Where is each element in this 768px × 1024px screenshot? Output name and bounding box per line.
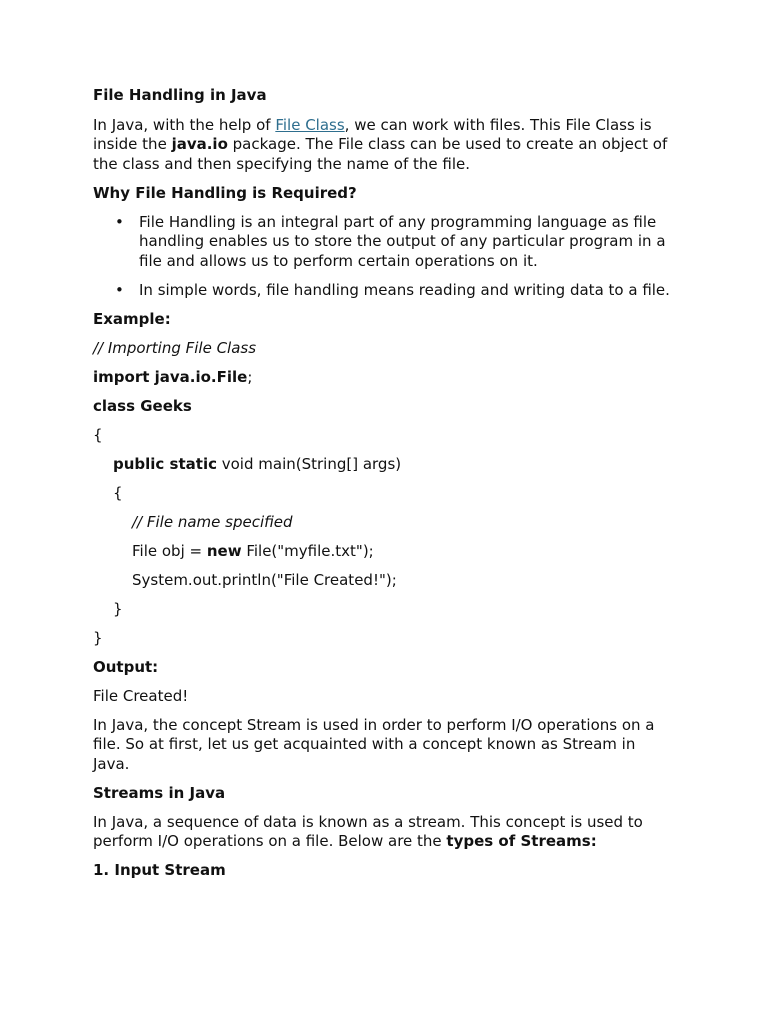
list-item-text: In simple words, file handling means reading and writing data to a file.	[139, 280, 670, 299]
reasons-list	[93, 213, 674, 301]
code-open-brace: {	[93, 425, 103, 444]
code-comment: // File name specified	[132, 512, 293, 531]
code-class-line	[93, 397, 674, 417]
code-inner-close-brace: }	[113, 599, 123, 618]
code-object-right: File("myfile.txt");	[241, 541, 374, 560]
streams-heading: Streams in Java	[93, 783, 226, 802]
code-object-line	[93, 542, 674, 562]
page-title: File Handling in Java	[93, 86, 267, 104]
code-inner-open-brace: {	[113, 483, 123, 502]
output-value: File Created!	[93, 686, 189, 705]
code-class-declaration: class Geeks	[93, 396, 192, 415]
streams-paragraph	[93, 813, 674, 852]
code-main-signature: void main(String[] args)	[216, 454, 402, 473]
intro-text-3: package. The File class can be used to create an object of the class and then specifying the name of the file.	[93, 135, 668, 173]
streams-types-bold: types of Streams:	[446, 832, 597, 850]
intro-text-2: , we can work with files. This File Class is inside the	[93, 115, 652, 153]
list-item	[115, 212, 674, 272]
code-main-modifiers: public static	[113, 454, 217, 473]
streams-text: In Java, a sequence of data is known as a stream. This concept is used to perform I/O operations on a file. Below are the	[93, 812, 643, 850]
code-object-left: File obj =	[132, 541, 207, 560]
output-label: Output:	[93, 657, 159, 676]
code-println-line: System.out.println("File Created!");	[132, 570, 397, 589]
bullet-icon: •	[115, 212, 124, 231]
list-item-text: File Handling is an integral part of any programming language as file handling enables us to store the output of any particular program in a file and allows us to perform certain operations on it.	[139, 212, 666, 270]
code-main-line	[93, 455, 674, 475]
code-close-brace: }	[93, 628, 103, 647]
code-import-statement: import java.io.File	[93, 367, 248, 386]
intro-text-1: In Java, with the help of	[93, 115, 276, 134]
intro-package-name: java.io	[171, 135, 228, 153]
code-comment-line	[93, 339, 674, 359]
code-semicolon: ;	[247, 367, 253, 386]
bullet-icon: •	[115, 280, 124, 299]
code-comment: // Importing File Class	[93, 338, 257, 357]
code-new-keyword: new	[206, 541, 242, 560]
why-heading: Why File Handling is Required?	[93, 183, 357, 202]
list-item	[115, 280, 674, 301]
stream-intro-paragraph: In Java, the concept Stream is used in order to perform I/O operations on a file. So at first, let us get acquainted with a concept known as Stream in Java.	[93, 715, 655, 773]
file-class-link[interactable]: File Class	[275, 115, 345, 134]
code-example	[93, 339, 674, 649]
code-import-line	[93, 368, 674, 388]
code-comment-line	[93, 513, 674, 533]
example-label: Example:	[93, 309, 171, 328]
intro-paragraph	[93, 116, 674, 175]
input-stream-heading: 1. Input Stream	[93, 861, 226, 879]
